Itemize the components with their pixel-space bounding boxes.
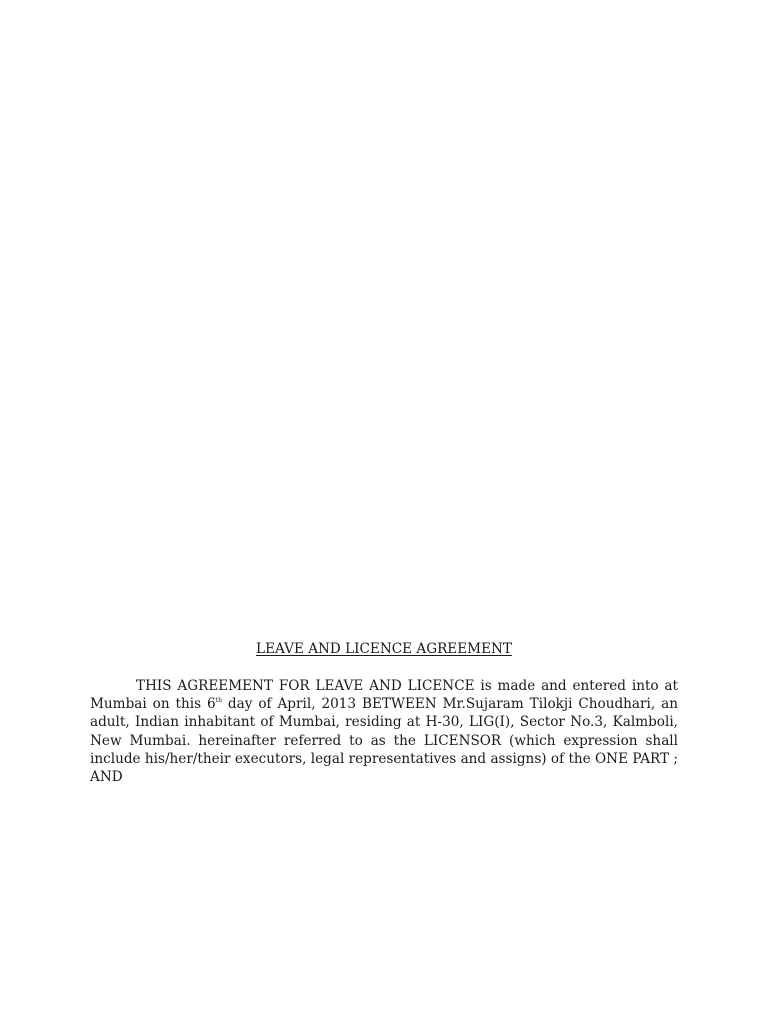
paragraph-text-part1: THIS AGREEMENT FOR LEAVE AND LICENCE is made and entered into at Mumbai on this 6 [90,678,678,713]
document-title [0,640,768,658]
date-ordinal-superscript: th [215,697,222,705]
paragraph-text-part2: day of April, 2013 BETWEEN Mr.Sujaram Tilokji Choudhari, an adult, Indian inhabitant of Mumbai, residing at H-30, LIG(I), Sector No.3, Kalmboli, New Mumbai. hereinafter referred to as the LICENSOR (which expression shall include his/her/their executors, legal representatives and assigns) of the ONE PART ; AND [90,696,678,786]
document-title-text: LEAVE AND LICENCE AGREEMENT [256,641,512,657]
agreement-paragraph [90,677,678,786]
